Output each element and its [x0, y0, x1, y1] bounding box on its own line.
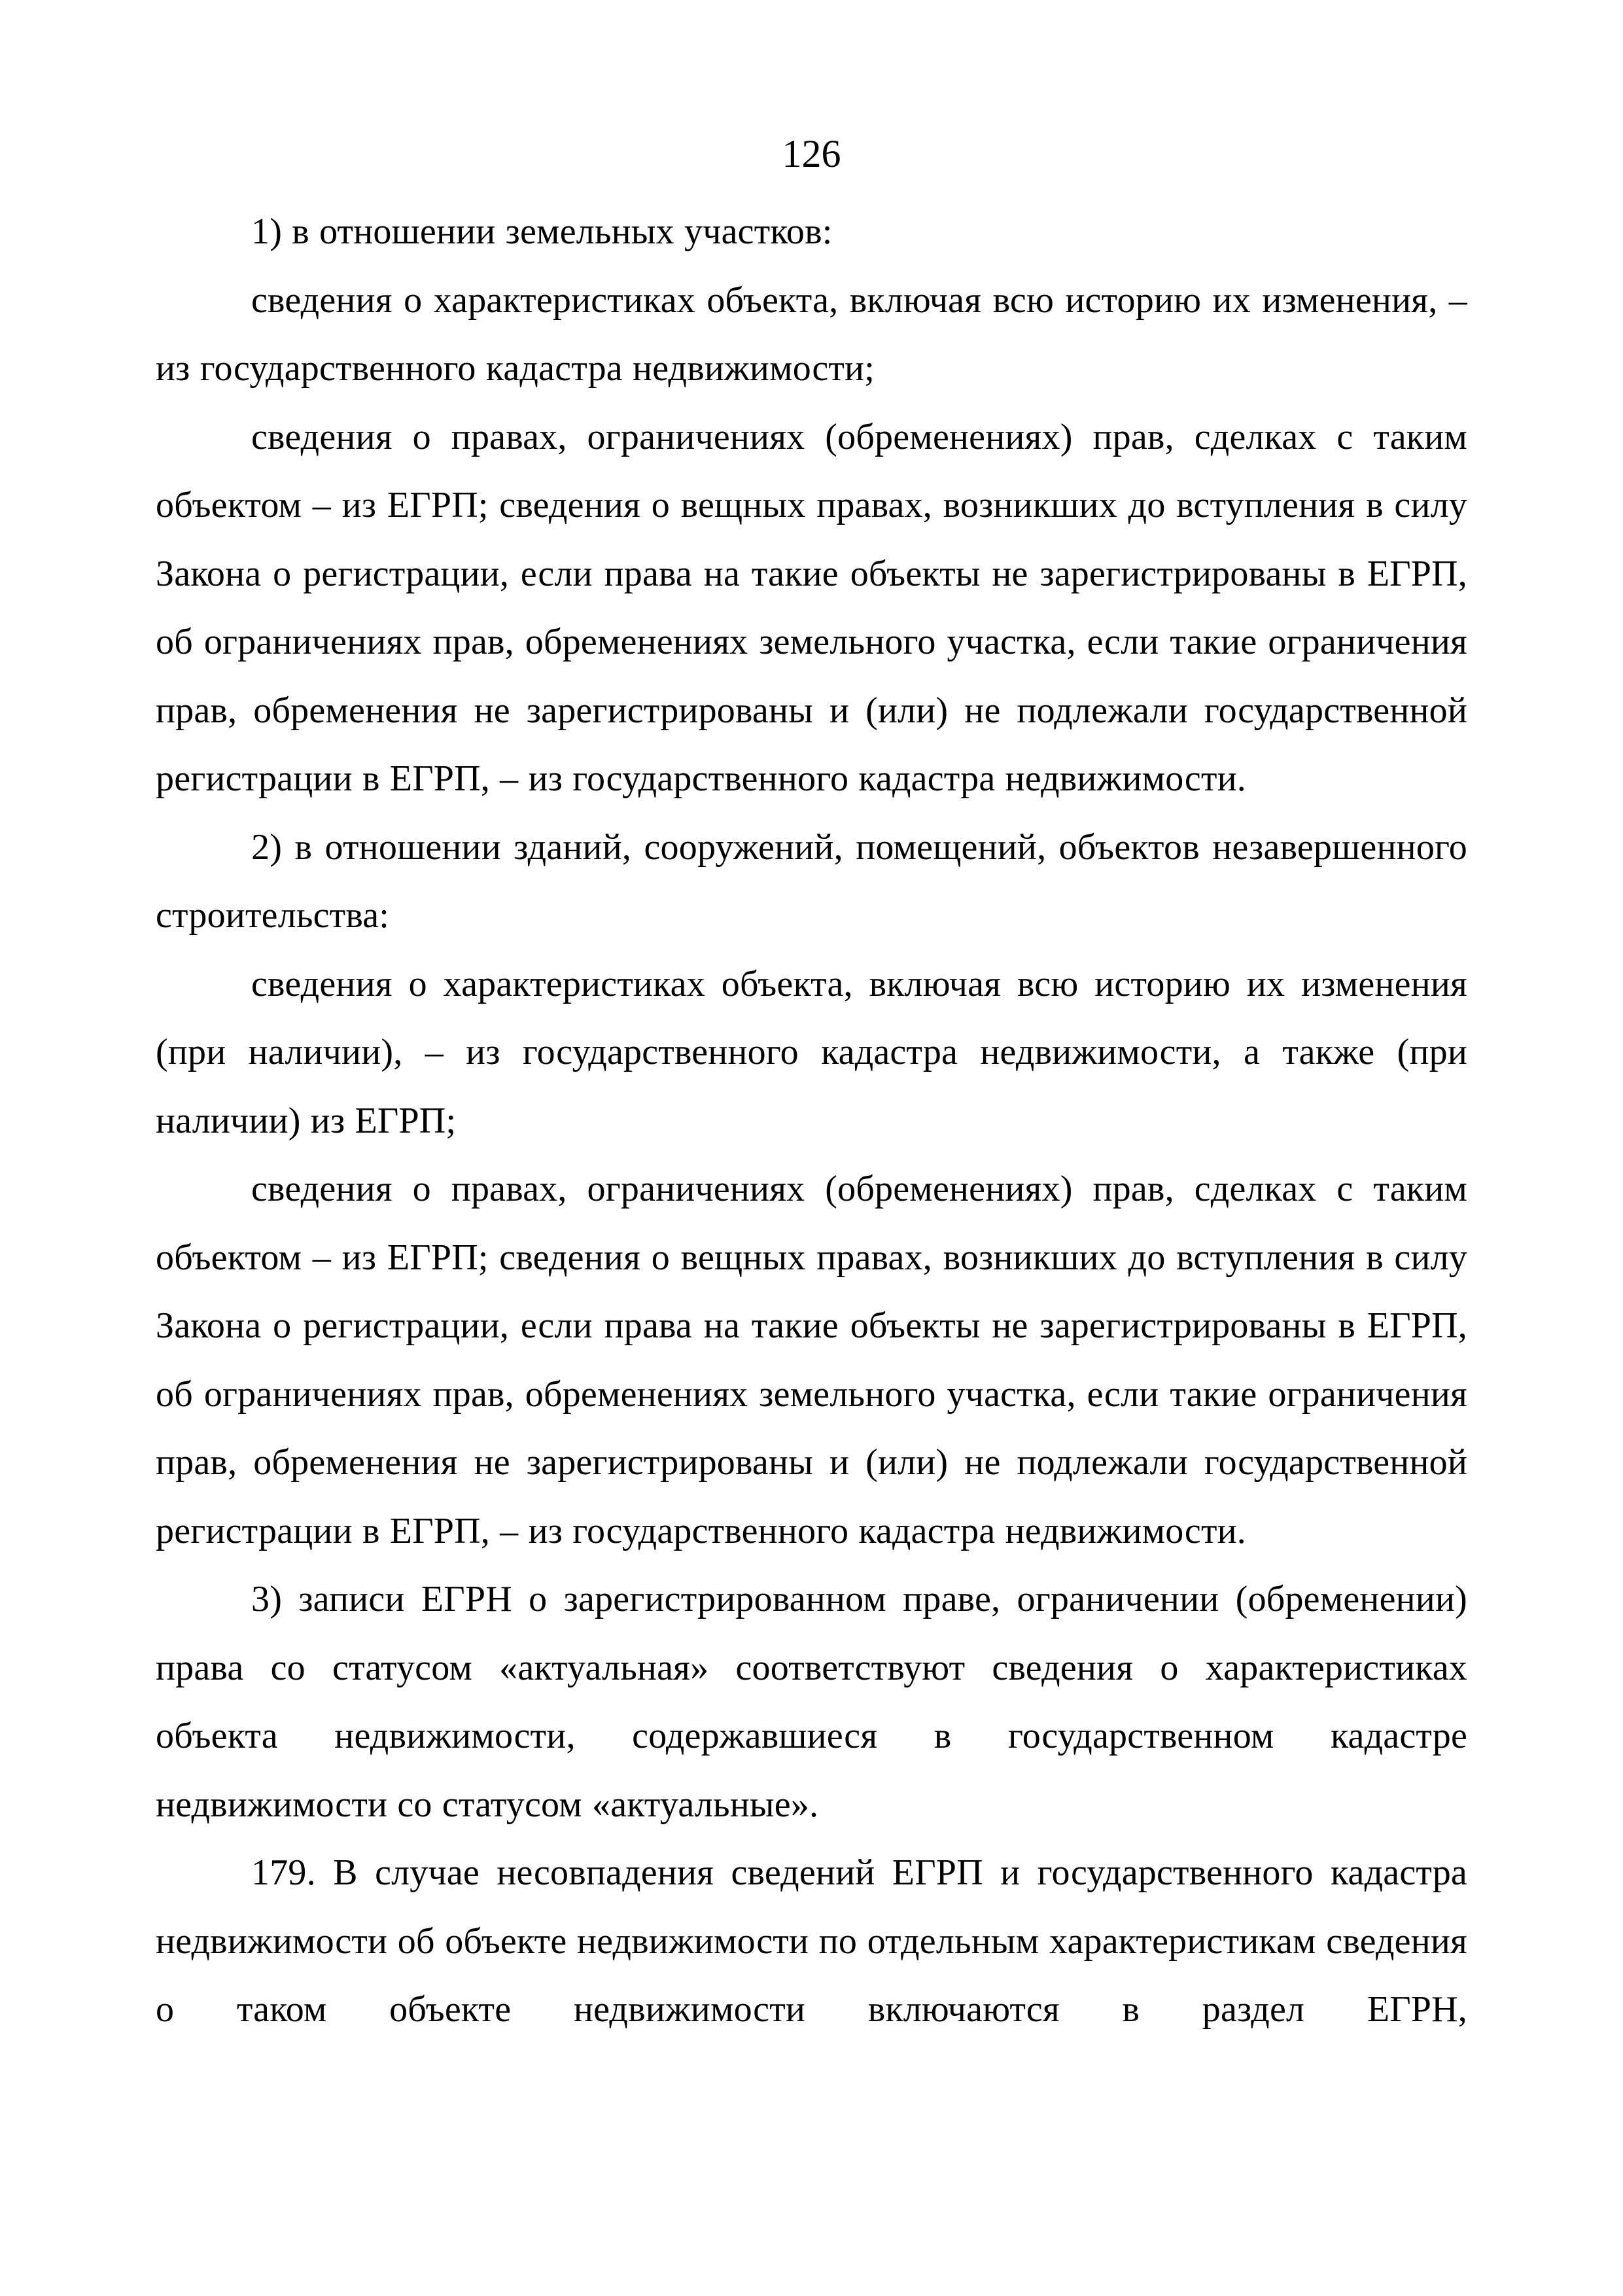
paragraph-building-rights: сведения о правах, ограничениях (обременениях) прав, сделках с таким объектом – из ЕГРП; сведения о вещных правах, возникших до вступления в силу Закона о регистрации, если права на такие объекты не зарегистрированы в ЕГРП, об ограничениях прав, обременениях земельного участка, если такие ограничения прав, обременения не зарегистрированы и (или) не подлежали государственной регистрации в ЕГРП, – из государственного кадастра недвижимости.	[156, 1169, 1467, 1551]
paragraph-land-rights: сведения о правах, ограничениях (обременениях) прав, сделках с таким объектом – из ЕГРП; сведения о вещных правах, возникших до вступления в силу Закона о регистрации, если права на такие объекты не зарегистрированы в ЕГРП, об ограничениях прав, обременениях земельного участка, если такие ограничения прав, обременения не зарегистрированы и (или) не подлежали государственной регистрации в ЕГРП, – из государственного кадастра недвижимости.	[156, 416, 1467, 799]
paragraph-land-characteristics: сведения о характеристиках объекта, включая всю историю их изменения, – из государственного кадастра недвижимости;	[156, 279, 1467, 389]
paragraph-2-buildings: 2) в отношении зданий, сооружений, помещений, объектов незавершенного строительства:	[156, 826, 1467, 936]
paragraph-building-characteristics: сведения о характеристиках объекта, включая всю историю их изменения (при наличии), – из государственного кадастра недвижимости, а также (при наличии) из ЕГРП;	[156, 963, 1467, 1141]
paragraph-1-land-plots: 1) в отношении земельных участков:	[251, 211, 833, 252]
page-number: 126	[782, 132, 841, 175]
paragraph-179: 179. В случае несовпадения сведений ЕГРП и государственного кадастра недвижимости об объекте недвижимости по отдельным характеристикам сведения о таком объекте недвижимости включаются в раздел ЕГРН,	[156, 1852, 1467, 2030]
paragraph-3-egrn-records: 3) записи ЕГРН о зарегистрированном праве, ограничении (обременении) права со статусом «актуальная» соответствуют сведения о характеристиках объекта недвижимости, содержавшиеся в государственном кадастре недвижимости со статусом «актуальные».	[156, 1579, 1467, 1825]
document-body	[156, 198, 1467, 2044]
